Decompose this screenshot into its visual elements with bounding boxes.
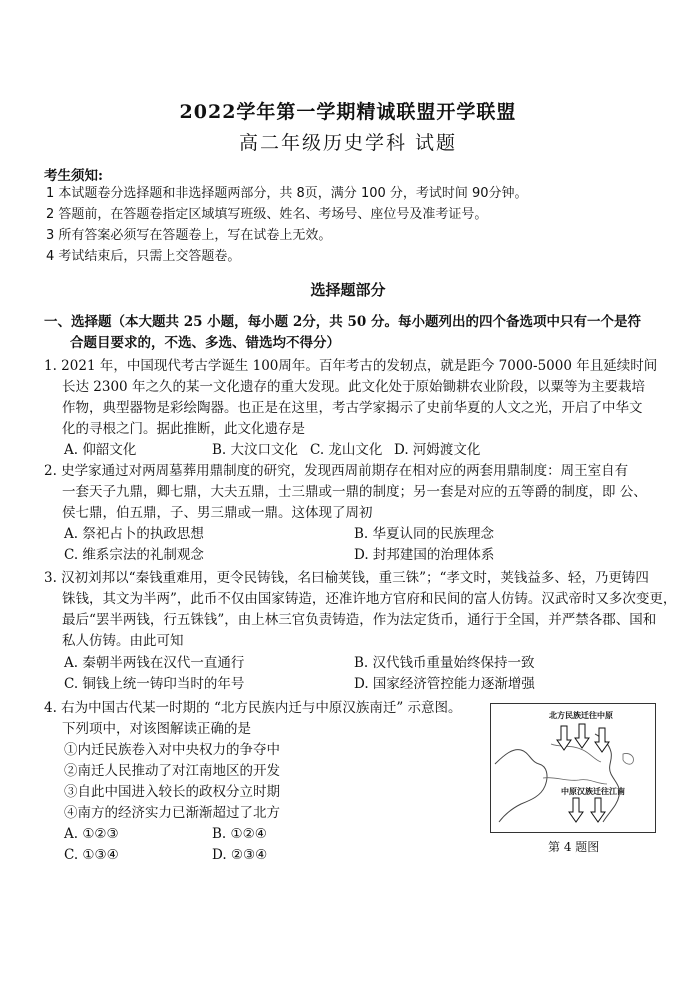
part-heading-line2: 合题目要求的，不选、多选、错选均不得分） bbox=[70, 335, 340, 351]
notice-item: 2 答题前，在答题卷指定区域填写班级、姓名、考场号、座位号及准考证号。 bbox=[46, 207, 488, 222]
q1-option-c: C. 龙山文化 bbox=[310, 442, 383, 458]
q3-line: 私人仿铸。由此可知 bbox=[62, 633, 184, 649]
q3-line: 3. 汉初刘邦以“秦钱重难用，更令民铸钱，名曰榆荚钱，重三铢”；“孝文时，荚钱益多、轻，乃更铸四 bbox=[44, 570, 649, 586]
exam-subtitle: 高二年级历史学科 试题 bbox=[238, 132, 458, 154]
q4-statement: ①内迁民族卷入对中央权力的争夺中 bbox=[64, 742, 280, 758]
q4-option-d: D. ②③④ bbox=[212, 847, 268, 863]
notice-item: 4 考试结束后，只需上交答题卷。 bbox=[46, 249, 241, 264]
exam-title: 2022学年第一学期精诚联盟开学联盟 bbox=[179, 101, 517, 123]
part-heading-line1: 一、选择题（本大题共 25 小题，每小题 2分，共 50 分。每小题列出的四个备选项中只有一个是符 bbox=[44, 314, 641, 330]
q4-option-b: B. ①②④ bbox=[212, 826, 267, 842]
q1-option-d: D. 河姆渡文化 bbox=[394, 442, 481, 458]
figure-caption: 第 4 题图 bbox=[548, 840, 600, 854]
q3-option-c: C. 铜钱上统一铸印当时的年号 bbox=[64, 676, 245, 692]
arrow-north-2 bbox=[575, 724, 589, 748]
map-label-north: 北方民族迁往中原 bbox=[549, 711, 613, 720]
arrow-south-2 bbox=[591, 798, 605, 822]
q3-line: 最后“罢半两钱，行五铢钱”，由上林三官负责铸造，作为法定货币，通行于全国，并严禁各郡、国和 bbox=[62, 612, 657, 628]
map-river-south bbox=[543, 778, 607, 784]
q1-line: 作物，典型器物是彩绘陶器。也正是在这里，考古学家揭示了史前华夏的人文之光，开启了中华文 bbox=[62, 400, 643, 416]
migration-map bbox=[490, 703, 656, 833]
q3-option-a: A. 秦朝半两钱在汉代一直通行 bbox=[64, 655, 245, 671]
notice-item: 1 本试题卷分选择题和非选择题两部分，共 8页，满分 100 分，考试时间 90分钟。 bbox=[46, 186, 528, 201]
q3-line: 铢钱，其文为半两”，此币不仅由国家铸造，还准许地方官府和民间的富人仿铸。汉武帝时又多次变更， bbox=[62, 591, 677, 607]
q2-line: 一套天子九鼎，卿七鼎，大夫五鼎，士三鼎或一鼎的制度；另一套是对应的五等爵的制度，即 公、 bbox=[62, 484, 647, 500]
q2-option-a: A. 祭祀占卜的执政思想 bbox=[64, 526, 204, 542]
q2-line: 2. 史学家通过对两周墓葬用鼎制度的研究，发现西周前期存在相对应的两套用鼎制度：周王室自有 bbox=[44, 463, 629, 479]
q1-line: 长达 2300 年之久的某一文化遗存的重大发现。此文化处于原始锄耕农业阶段，以粟等为主要栽培 bbox=[62, 379, 645, 395]
q1-option-a: A. 仰韶文化 bbox=[64, 442, 137, 458]
notice-item: 3 所有答案必须写在答题卷上，写在试卷上无效。 bbox=[46, 228, 332, 243]
map-peninsula bbox=[623, 753, 633, 764]
q4-option-a: A. ①②③ bbox=[64, 826, 119, 842]
q2-option-c: C. 维系宗法的礼制观念 bbox=[64, 547, 204, 563]
arrow-south-1 bbox=[569, 798, 583, 822]
q4-line: 4. 右为中国古代某一时期的 “北方民族内迁与中原汉族南迁” 示意图。 bbox=[44, 700, 462, 716]
q1-line: 化的寻根之门。据此推断，此文化遗存是 bbox=[62, 421, 305, 437]
q2-line: 侯七鼎，伯五鼎，子、男三鼎或一鼎。这体现了周初 bbox=[62, 505, 373, 521]
q3-option-d: D. 国家经济管控能力逐渐增强 bbox=[354, 676, 535, 692]
map-label-south: 中原汉族迁往江南 bbox=[561, 787, 625, 796]
arrow-north-3 bbox=[595, 728, 609, 752]
q4-statement: ④南方的经济实力已渐渐超过了北方 bbox=[64, 805, 280, 821]
q2-option-d: D. 封邦建国的治理体系 bbox=[354, 547, 495, 563]
q4-statement: ③自此中国进入较长的政权分立时期 bbox=[64, 784, 280, 800]
q2-option-b: B. 华夏认同的民族理念 bbox=[354, 526, 495, 542]
q4-statement: ②南迁人民推动了对江南地区的开发 bbox=[64, 763, 280, 779]
q4-line: 下列项中，对该图解读正确的是 bbox=[62, 721, 251, 737]
notice-heading: 考生须知: bbox=[44, 168, 103, 184]
section-title: 选择题部分 bbox=[310, 281, 386, 299]
q1-option-b: B. 大汶口文化 bbox=[212, 442, 299, 458]
q4-option-c: C. ①③④ bbox=[64, 847, 119, 863]
map-river-north bbox=[551, 744, 601, 762]
q3-option-b: B. 汉代钱币重量始终保持一致 bbox=[354, 655, 535, 671]
map-border-west bbox=[495, 750, 547, 822]
migration-map-drawing bbox=[491, 704, 655, 832]
q1-line: 1. 2021 年，中国现代考古学诞生 100周年。百年考古的发轫点，就是距今 7000-5000 年且延续时间 bbox=[44, 358, 658, 374]
